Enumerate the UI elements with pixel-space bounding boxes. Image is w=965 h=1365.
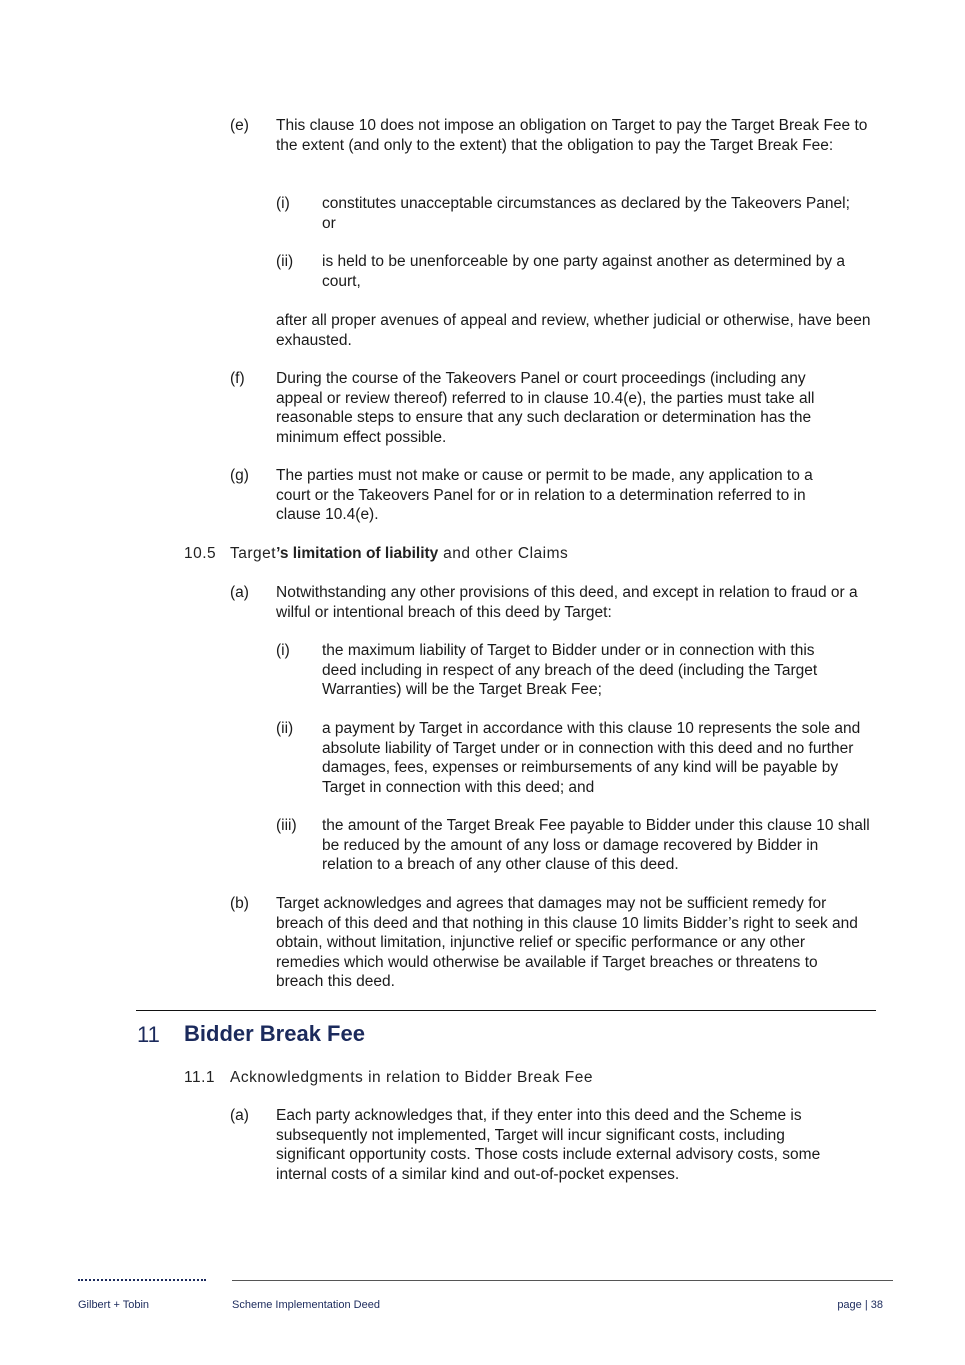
section-11-1-title: Acknowledgments in relation to Bidder Break Fee	[230, 1069, 593, 1086]
section-10-5-number: 10.5	[184, 545, 217, 562]
clause-10-4-e-ii-label: (ii)	[276, 253, 294, 270]
clause-10-5-b-text: Target acknowledges and agrees that damages may not be sufficient remedy for breach of this deed and that nothing in this clause 10 limits Bidder’s right to seek and obtain, without limitation, injunctive relief or specific performance or any other remedies which would otherwise be available if Target breaches or threatens to breach this deed.	[276, 895, 858, 990]
clause-10-5-a-i-text: the maximum liability of Target to Bidder under or in connection with this deed including in respect of any breach of the deed (including the Target Warranties) will be the Target Break Fee;	[322, 642, 818, 698]
section-divider	[136, 1010, 876, 1011]
clause-11-number: 11	[137, 1022, 160, 1047]
clause-10-4-e-ii-text: is held to be unenforceable by one party against another as determined by a court,	[322, 253, 846, 290]
clause-10-5-a-ii-label: (ii)	[276, 720, 294, 737]
footer-dotted-rule	[78, 1279, 206, 1281]
section-11-1-number: 11.1	[184, 1069, 216, 1086]
clause-10-5-a-text: Notwithstanding any other provisions of this deed, and except in relation to fraud or a wilful or intentional breach of this deed by Target:	[276, 584, 858, 621]
clause-11-1-a-text: Each party acknowledges that, if they enter into this deed and the Scheme is subsequently not implemented, Target will incur significant costs, including significant opportunity costs. Those costs include external advisory costs, some internal costs of a similar kind and out-of-pocket expenses.	[276, 1107, 821, 1183]
clause-10-4-e-i-label: (i)	[276, 195, 290, 212]
section-10-5-heading	[230, 544, 568, 564]
clause-10-4-g-text: The parties must not make or cause or permit to be made, any application to a court or the Takeovers Panel for or in relation to a determination referred to in clause 10.4(e).	[276, 467, 813, 523]
section-10-5-title-b: ’s limitation of liability	[276, 545, 439, 562]
footer-document-title: Scheme Implementation Deed	[232, 1299, 380, 1311]
clause-10-4-g-label: (g)	[230, 467, 249, 484]
clause-10-5-a-i-label: (i)	[276, 642, 290, 659]
clause-10-4-f-text: During the course of the Takeovers Panel or court proceedings (including any appeal or review thereof) referred to in clause 10.4(e), the parties must take all reasonable steps to ensure that any such declaration or determination has the minimum effect possible.	[276, 370, 815, 446]
clause-10-4-f-label: (f)	[230, 370, 245, 387]
footer-page-number: page | 38	[837, 1299, 883, 1311]
footer-firm: Gilbert + Tobin	[78, 1299, 150, 1311]
clause-10-5-a-ii-text: a payment by Target in accordance with this clause 10 represents the sole and absolute liability of Target under or in connection with this deed and no further damages, fees, expenses or reimbursements of any kind will be payable by Target in connection with this deed; and	[322, 720, 861, 796]
clause-10-5-a-iii-text: the amount of the Target Break Fee payable to Bidder under this clause 10 shall be reduced by the amount of any loss or damage recovered by Bidder in relation to a breach of any other clause of this deed.	[322, 817, 870, 873]
footer-rule	[232, 1280, 893, 1281]
section-10-5-title-a: Target	[230, 545, 277, 562]
clause-10-5-a-iii-label: (iii)	[276, 817, 297, 834]
clause-11-1-a-label: (a)	[230, 1107, 249, 1124]
clause-10-4-e-label: (e)	[230, 117, 249, 134]
clause-10-4-e-text: This clause 10 does not impose an obligation on Target to pay the Target Break Fee to the extent (and only to the extent) that the obligation to pay the Target Break Fee:	[276, 117, 868, 154]
clause-11-title: Bidder Break Fee	[184, 1021, 365, 1046]
clause-10-4-e-tail: after all proper avenues of appeal and review, whether judicial or otherwise, have been exhausted.	[276, 312, 871, 349]
clause-10-5-b-label: (b)	[230, 895, 249, 912]
clause-10-4-e-i-text: constitutes unacceptable circumstances as declared by the Takeovers Panel; or	[322, 195, 850, 232]
clause-10-5-a-label: (a)	[230, 584, 249, 601]
section-10-5-title-c: and other Claims	[438, 545, 569, 562]
